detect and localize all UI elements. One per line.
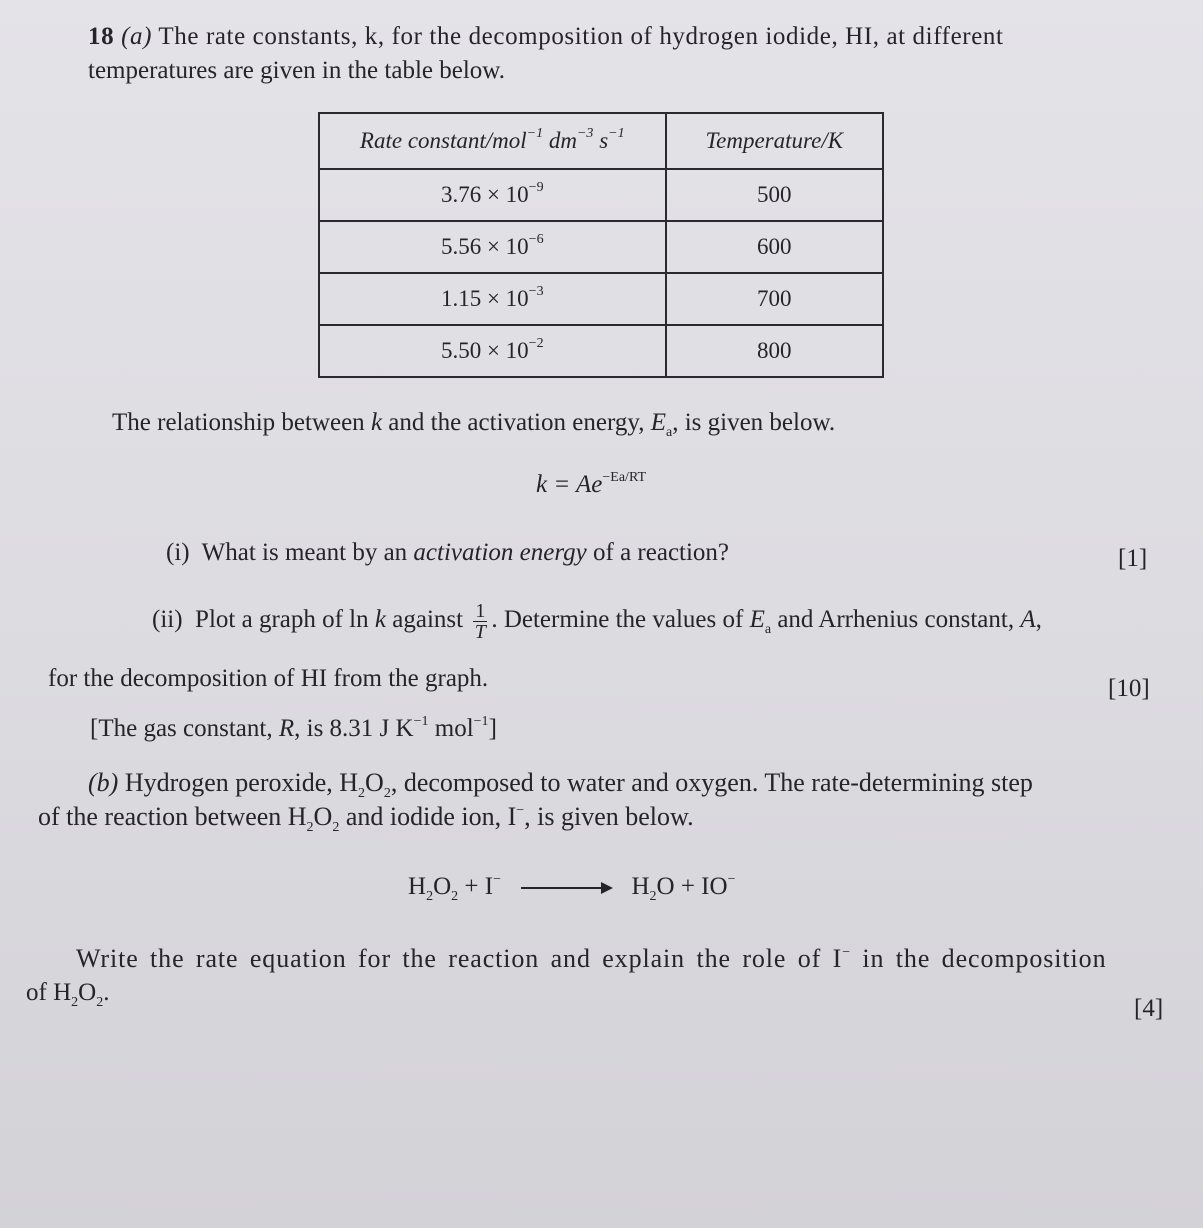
temperature-cell: 600 <box>666 221 883 273</box>
part-a-label: (a) <box>121 23 153 50</box>
header-rate-constant: Rate constant/mol$^{-1}$ $dm^{-3}$ $s^{-1}$ <box>319 113 666 169</box>
arrhenius-equation: $k = Ae^{-Ea/RT}$ <box>536 470 646 498</box>
reaction-arrow-icon <box>521 887 611 889</box>
table-row <box>319 273 883 325</box>
rate-constant-cell: $3.76 \times 10^{-9}$ <box>319 169 666 221</box>
table-header-row <box>319 113 883 169</box>
rate-constant-cell: $5.56 \times 10^{-6}$ <box>319 221 666 273</box>
header-temperature: Temperature/K <box>666 113 883 169</box>
intro-text-1: The rate constants, k, for the decomposition of hydrogen iodide, HI, at different <box>158 23 1004 50</box>
table-row <box>319 169 883 221</box>
rate-constant-table <box>318 112 884 378</box>
table-row <box>319 325 883 377</box>
temperature-cell: 700 <box>666 273 883 325</box>
marks-b: [4] <box>1134 995 1164 1022</box>
temperature-cell: 500 <box>666 169 883 221</box>
gas-constant-note: [The gas constant, R, is 8.31 J $K^{-1}$ mol$^{-1}$] <box>90 714 497 742</box>
sub-question-i: (i) What is meant by an activation energy of a reaction? <box>166 539 730 566</box>
rate-constant-cell: $1.15 \times 10^{-3}$ <box>319 273 666 325</box>
fraction-one-over-t: $\frac{1}{T}$ <box>474 599 486 643</box>
part-b-line4: of $H_2O_2$. <box>26 979 110 1010</box>
marks-i: [1] <box>1118 545 1148 572</box>
relationship-text: The relationship between k and the activation energy, $E_a$, is given below. <box>112 409 836 440</box>
part-b-line1: (b) Hydrogen peroxide, $H_2O_2$, decomposed to water and oxygen. The rate-determining step <box>88 768 1033 801</box>
rate-constant-cell: $5.50 \times 10^{-2}$ <box>319 325 666 377</box>
temperature-cell: 800 <box>666 325 883 377</box>
rate-determining-step-equation: $H_2O_2 + I^-$ $H_2O + IO^-$ <box>408 872 736 904</box>
sub-question-ii: (ii) Plot a graph of ln k against $\frac{1}{T}$ . Determine the values of $E_a$ and Arrhenius constant, A, <box>152 599 1042 643</box>
question-intro-line2: temperatures are given in the table below. <box>88 57 505 84</box>
question-intro-line1 <box>88 22 1004 52</box>
part-b-line3: Write the rate equation for the reaction and explain the role of I− in the decomposition <box>76 944 1107 973</box>
sub-question-ii-line2: for the decomposition of HI from the graph. <box>48 665 489 692</box>
table-row <box>319 221 883 273</box>
marks-ii: [10] <box>1108 675 1150 702</box>
part-b-line2: of the reaction between $H_2O_2$ and iodide ion, I−, is given below. <box>38 802 694 835</box>
question-number: 18 <box>88 23 115 50</box>
